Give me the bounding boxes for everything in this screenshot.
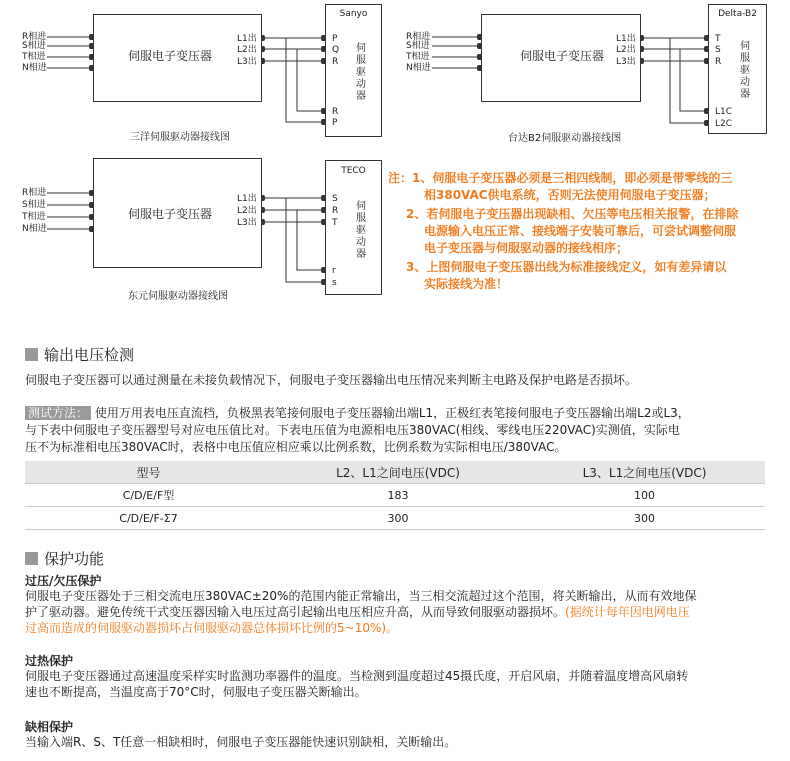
- table-header: [25, 461, 765, 484]
- drive-text: 伺 服 驱 动 器: [356, 43, 366, 102]
- terminal-r-bottom: R: [332, 107, 339, 117]
- transformer-box: [93, 158, 262, 268]
- voltage-table: [25, 461, 765, 530]
- overvoltage-text-2: 护了驱动器。避免传统干式变压器因输入电压过高引起输出电压相应升高，从而导致伺服驱动器损坏。: [25, 605, 566, 619]
- method-text-1: 使用万用表电压直流档，负极黑表笔接伺服电子变压器输出端L1，正极红表笔接伺服电子变压器输出端L2或L3，: [94, 406, 690, 420]
- terminal-p-bottom: P: [332, 118, 338, 128]
- output-l2: L2出: [237, 206, 257, 216]
- terminal-r-small: r: [332, 266, 336, 276]
- note-2-line-1: 2、若伺服电子变压器出现缺相、欠压等电压相关报警，在排除: [406, 207, 739, 221]
- terminal-s: S: [332, 194, 338, 204]
- note-2-line-3: 电子变压器与伺服驱动器的接线相序；: [424, 241, 629, 255]
- input-t: T相进: [22, 52, 46, 62]
- cell-model: C/D/E/F-Σ7: [25, 507, 272, 530]
- section-marker: [25, 552, 38, 565]
- section-marker: [25, 348, 38, 361]
- note-3-line-2: 实际接线为准！: [424, 277, 509, 291]
- overvoltage-stat-2: 过高而造成的伺服驱动器损坏占伺服驱动器总体损坏比例的5~10%)。: [25, 621, 399, 635]
- input-n: N相进: [22, 224, 47, 234]
- output-l1: L1出: [237, 194, 257, 204]
- drive-text: 伺 服 驱 动 器: [356, 201, 366, 260]
- cell-l3-l1: 300: [524, 507, 765, 530]
- delta-caption: 台达B2伺服驱动器接线图: [508, 133, 622, 144]
- note-3-line-1: 3、上图伺服电子变压器出线为标准接线定义，如有差异请以: [406, 260, 727, 274]
- sanyo-caption: 三洋伺服驱动器接线图: [130, 132, 230, 143]
- output-l1: L1出: [616, 34, 636, 44]
- note-1-line-1: 注：1、伺服电子变压器必须是三相四线制，即必须是带零线的三: [388, 171, 733, 185]
- terminal-r: R: [332, 206, 339, 216]
- overvoltage-line-1: 伺服电子变压器处于三相交流电压380VAC±20%的范围内能正常输出，当三相交流超过这个范围，将关断输出，从而有效地保: [25, 589, 697, 603]
- input-s: S相进: [22, 200, 46, 210]
- transformer-label: 伺服电子变压器: [128, 49, 213, 63]
- drive-box: [325, 160, 382, 295]
- output-l1: L1出: [237, 34, 257, 44]
- overheat-line-2: 速也不断提高，当温度高于70°C时，伺服电子变压器关断输出。: [25, 685, 367, 699]
- protection-section-title: [25, 548, 104, 569]
- drive-box: [708, 4, 767, 134]
- method-line-1: [25, 405, 690, 421]
- input-t: T相进: [406, 52, 430, 62]
- method-line-3: 压不为标准相电压380VAC时，表格中电压值应相应乘以比例系数，比例系数为实际相电压/380VAC。: [25, 440, 567, 454]
- output-l3: L3出: [237, 218, 257, 228]
- overvoltage-stat-1: (据统计每年因电网电压: [565, 605, 690, 619]
- overheat-title: 过热保护: [25, 654, 74, 668]
- input-t: T相进: [22, 212, 46, 222]
- terminal-t: T: [715, 34, 721, 44]
- transformer-label: 伺服电子变压器: [128, 207, 213, 221]
- header-l2-l1: L2、L1之间电压(VDC): [272, 461, 524, 484]
- cell-l2-l1: 183: [272, 484, 524, 507]
- transformer-box: [481, 14, 641, 102]
- cell-model: C/D/E/F型: [25, 484, 272, 507]
- voltage-intro: 伺服电子变压器可以通过测量在未接负载情况下，伺服电子变压器输出电压情况来判断主电路及保护电路是否损坏。: [25, 373, 638, 387]
- header-l3-l1: L3、L1之间电压(VDC): [524, 461, 765, 484]
- cell-l3-l1: 100: [524, 484, 765, 507]
- teco-caption: 东元伺服驱动器接线图: [128, 291, 228, 302]
- terminal-p: P: [332, 34, 338, 44]
- input-s: S相进: [22, 41, 46, 51]
- note-2-line-2: 电源输入电压正常、接线端子安装可靠后，可尝试调整伺服: [424, 224, 737, 238]
- drive-box: [325, 4, 382, 137]
- protection-title-text: 保护功能: [44, 550, 105, 568]
- terminal-r: R: [715, 57, 722, 67]
- terminal-l1c: L1C: [715, 107, 733, 117]
- overvoltage-line-2: [25, 604, 690, 620]
- phase-loss-line-1: 当输入端R、S、T任意一相缺相时，伺服电子变压器能快速识别缺相，关断输出。: [25, 735, 457, 749]
- voltage-title-text: 输出电压检测: [44, 346, 135, 364]
- output-l3: L3出: [616, 57, 636, 67]
- terminal-l2c: L2C: [715, 119, 733, 129]
- table-row: [25, 484, 765, 507]
- transformer-box: [93, 14, 262, 102]
- terminal-s-small: s: [332, 278, 337, 288]
- input-r: R相进: [22, 188, 47, 198]
- note-1-line-2: 相380VAC供电系统，否则无法使用伺服电子变压器；: [424, 188, 716, 202]
- input-s: S相进: [406, 41, 430, 51]
- brand-label: TECO: [341, 166, 366, 176]
- terminal-s: S: [715, 45, 721, 55]
- terminal-t: T: [332, 218, 338, 228]
- cell-l2-l1: 300: [272, 507, 524, 530]
- input-r: R相进: [406, 32, 431, 42]
- overheat-line-1: 伺服电子变压器通过高速温度采样实时监测功率器件的温度。当检测到温度超过45摄氏度，开启风扇，并随着温度增高风扇转: [25, 669, 689, 683]
- drive-text: 伺 服 驱 动 器: [740, 41, 750, 100]
- brand-label: Sanyo: [339, 9, 368, 19]
- output-l2: L2出: [237, 45, 257, 55]
- phase-loss-title: 缺相保护: [25, 720, 74, 734]
- terminal-q: Q: [332, 45, 340, 55]
- table-row: [25, 507, 765, 530]
- output-l2: L2出: [616, 45, 636, 55]
- input-r: R相进: [22, 32, 47, 42]
- input-n: N相进: [406, 63, 431, 73]
- voltage-section-title: [25, 344, 134, 365]
- header-model: 型号: [25, 461, 272, 484]
- method-line-2: 与下表中伺服电子变压器型号对应电压值比对。下表电压值为电源相电压380VAC(相线、零线电压220VAC)实测值，实际电: [25, 423, 680, 437]
- transformer-label: 伺服电子变压器: [520, 49, 605, 63]
- method-tag: 测试方法：: [25, 406, 91, 420]
- output-l3: L3出: [237, 57, 257, 67]
- overvoltage-title: 过压/欠压保护: [25, 574, 102, 588]
- input-n: N相进: [22, 63, 47, 73]
- brand-label: Delta-B2: [718, 9, 757, 19]
- terminal-r: R: [332, 57, 339, 67]
